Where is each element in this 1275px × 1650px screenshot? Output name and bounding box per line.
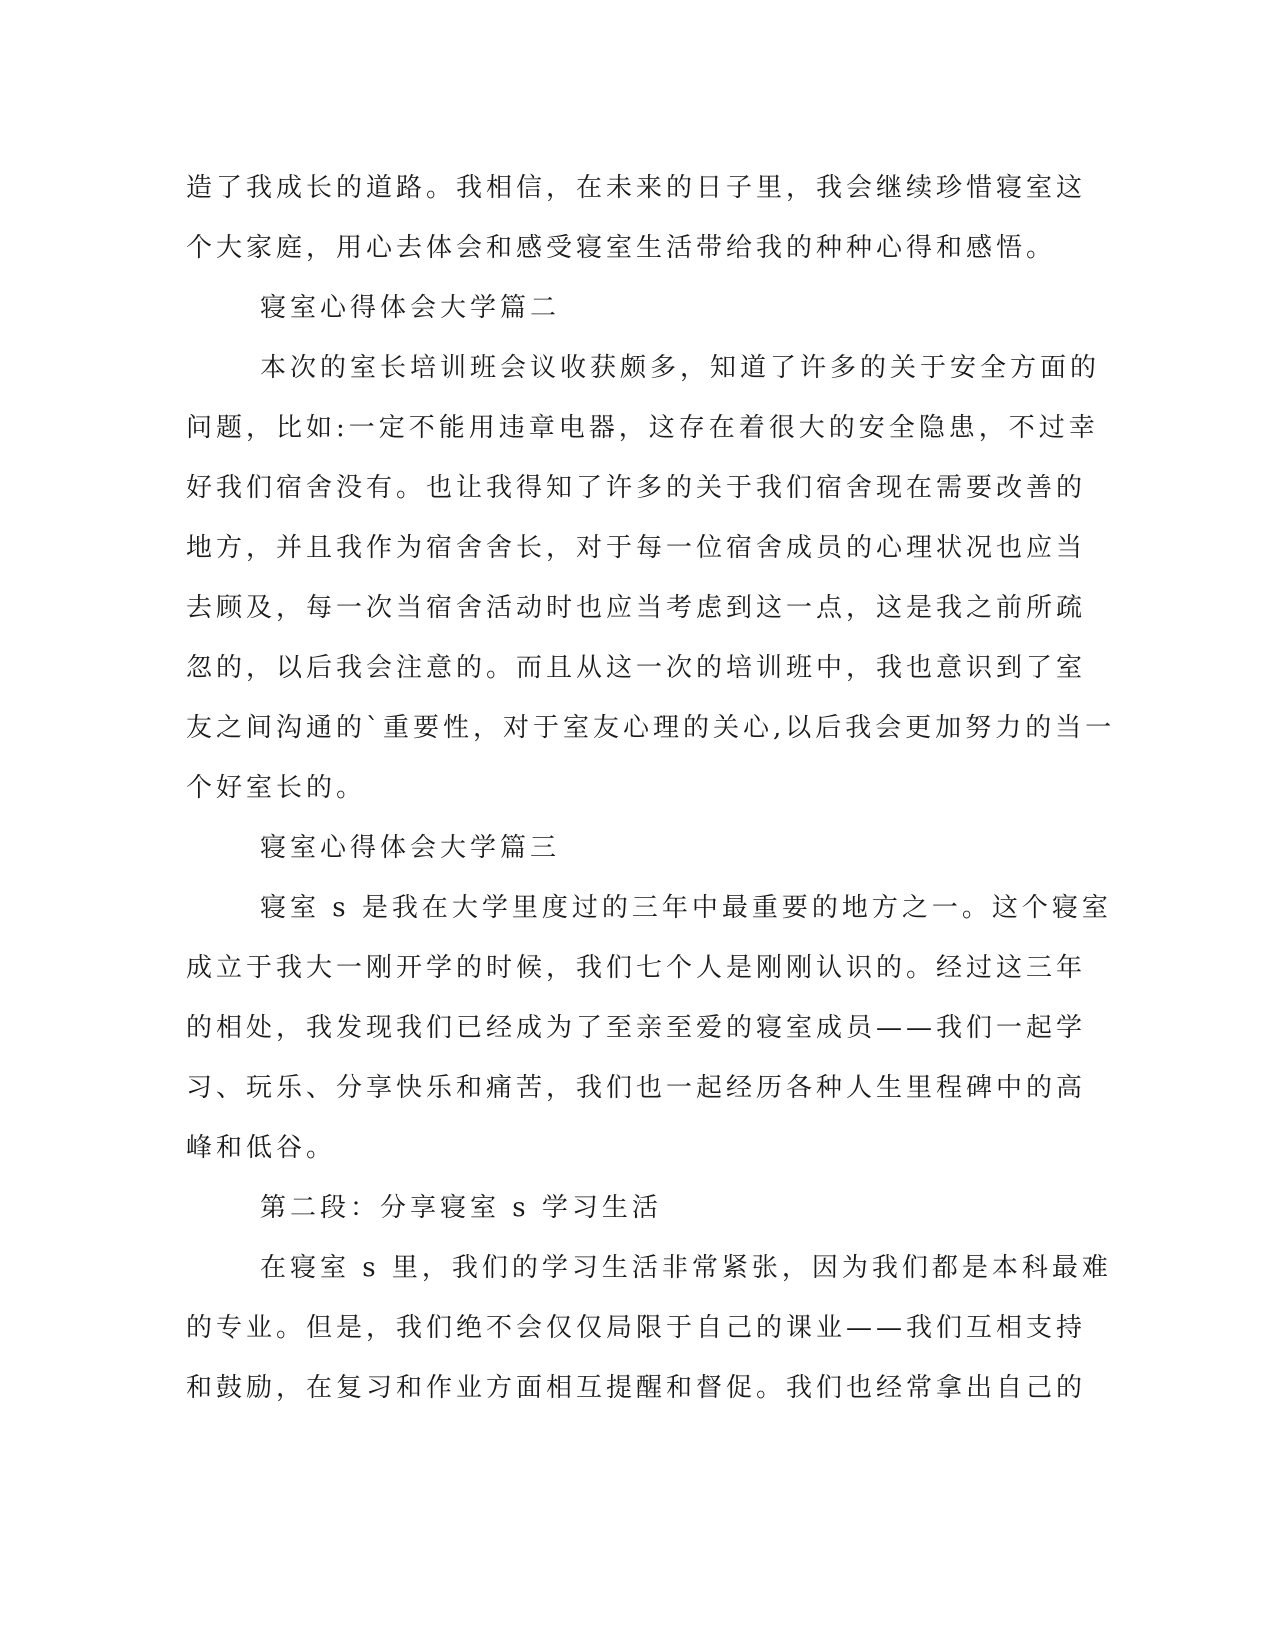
section-heading-2: 寝室心得体会大学篇二 [260,293,561,323]
text-line: 的专业。但是，我们绝不会仅仅局限于自己的课业——我们互相支持 [186,1313,1087,1343]
text-line: 和鼓励，在复习和作业方面相互提醒和督促。我们也经常拿出自己的 [186,1373,1087,1403]
text-line: 的相处，我发现我们已经成为了至亲至爱的寝室成员——我们一起学 [186,1013,1087,1043]
text-line: 个好室长的。 [186,773,367,803]
text-line: 成立于我大一刚开学的时候，我们七个人是刚刚认识的。经过这三年 [186,953,1087,983]
section-heading-3: 寝室心得体会大学篇三 [260,833,561,863]
text-line: 去顾及，每一次当宿舍活动时也应当考虑到这一点，这是我之前所疏 [186,593,1087,623]
text-line: 寝室 s 是我在大学里度过的三年中最重要的地方之一。这个寝室 [260,893,1112,923]
text-line: 忽的，以后我会注意的。而且从这一次的培训班中，我也意识到了室 [186,653,1087,683]
section-heading-part-2: 第二段：分享寝室 s 学习生活 [260,1193,662,1223]
text-line: 个大家庭，用心去体会和感受寝室生活带给我的种种心得和感悟。 [186,233,1057,263]
text-line: 在寝室 s 里，我们的学习生活非常紧张，因为我们都是本科最难 [260,1253,1112,1283]
text-line: 习、玩乐、分享快乐和痛苦，我们也一起经历各种人生里程碑中的高 [186,1073,1087,1103]
text-line: 友之间沟通的`重要性，对于室友心理的关心,以后我会更加努力的当一 [186,713,1116,743]
text-line: 峰和低谷。 [186,1133,337,1163]
text-line: 造了我成长的道路。我相信，在未来的日子里，我会继续珍惜寝室这 [186,173,1087,203]
document-body [186,158,1116,1418]
text-line: 好我们宿舍没有。也让我得知了许多的关于我们宿舍现在需要改善的 [186,473,1087,503]
text-line: 问题，比如:一定不能用违章电器，这存在着很大的安全隐患，不过幸 [186,413,1099,443]
text-line: 地方，并且我作为宿舍舍长，对于每一位宿舍成员的心理状况也应当 [186,533,1087,563]
text-line: 本次的室长培训班会议收获颇多，知道了许多的关于安全方面的 [260,353,1101,383]
